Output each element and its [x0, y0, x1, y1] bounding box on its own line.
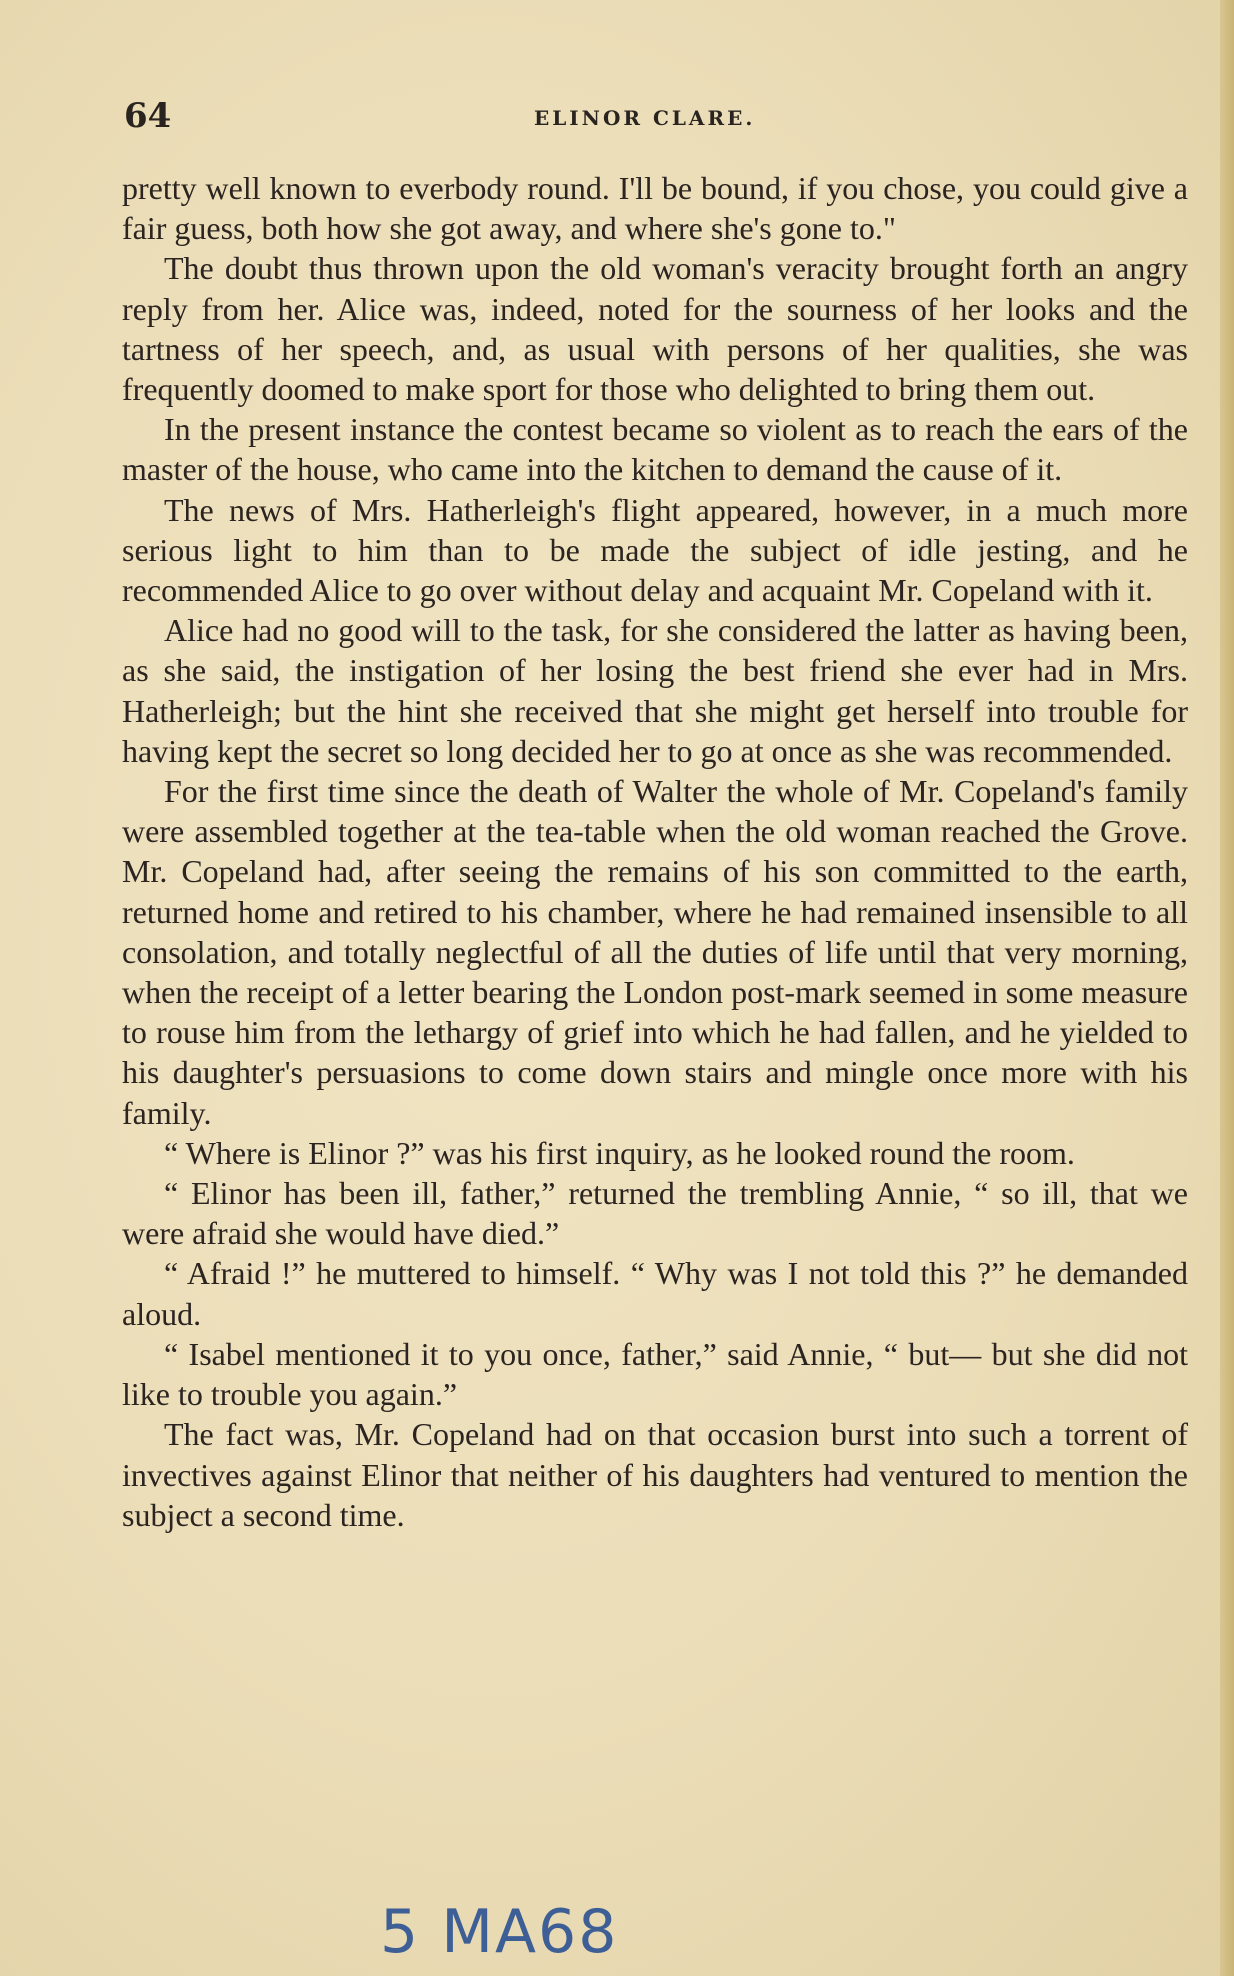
page-edge: [1220, 0, 1234, 1976]
date-stamp: 5 MA68: [380, 1897, 619, 1967]
paragraph: “ Afraid !” he muttered to himself. “ Why was I not told this ?” he demanded aloud.: [122, 1255, 1188, 1332]
paragraph: The news of Mrs. Hatherleigh's flight appeared, however, in a much more serious light to him than to be made the subject of idle jesting, and he recommended Alice to go over without delay and acquaint Mr. Copeland with it.: [122, 491, 1188, 609]
page-number: 64: [124, 96, 172, 136]
paragraph: In the present instance the contest became so violent as to reach the ears of the master of the house, who came into the kitchen to demand the cause of it.: [122, 411, 1188, 488]
paragraph: pretty well known to everbody round. I'll be bound, if you chose, you could give a fair guess, both how she got away, and where she's gone to.": [122, 170, 1188, 247]
paragraph: The doubt thus thrown upon the old woman's veracity brought forth an angry reply from her. Alice was, indeed, noted for the sourness of her looks and the tartness of her speech, and, as usual with persons of her qualities, she was frequently doomed to make sport for those who delighted to bring them out.: [122, 250, 1188, 408]
page-header: [124, 96, 1184, 140]
running-head: ELINOR CLARE.: [534, 106, 756, 130]
body-text: [122, 168, 1188, 1535]
paragraph: “ Where is Elinor ?” was his first inquiry, as he looked round the room.: [164, 1134, 1075, 1171]
paragraph: “ Elinor has been ill, father,” returned the trembling Annie, “ so ill, that we were afraid she would have died.”: [122, 1175, 1188, 1252]
paragraph: Alice had no good will to the task, for she considered the latter as having been, as she said, the instigation of her losing the best friend she ever had in Mrs. Hatherleigh; but the hint she received that she might get herself into trouble for having kept the secret so long decided her to go at once as she was recommended.: [122, 612, 1188, 769]
paragraph: For the first time since the death of Walter the whole of Mr. Copeland's family were assembled together at the tea-table when the old woman reached the Grove. Mr. Copeland had, after seeing the remains of his son committed to the earth, returned home and retired to his chamber, where he had remained insensible to all consolation, and totally neglectful of all the duties of life until that very morning, when the receipt of a letter bearing the London post-mark seemed in some measure to rouse him from the lethargy of grief into which he had fallen, and he yielded to his daughter's persuasions to come down stairs and mingle once more with his family.: [122, 773, 1188, 1131]
paragraph: The fact was, Mr. Copeland had on that occasion burst into such a torrent of invectives against Elinor that neither of his daughters had ventured to mention the subject a second time.: [122, 1416, 1188, 1533]
paragraph: “ Isabel mentioned it to you once, father,” said Annie, “ but— but she did not like to trouble you again.”: [122, 1335, 1188, 1413]
